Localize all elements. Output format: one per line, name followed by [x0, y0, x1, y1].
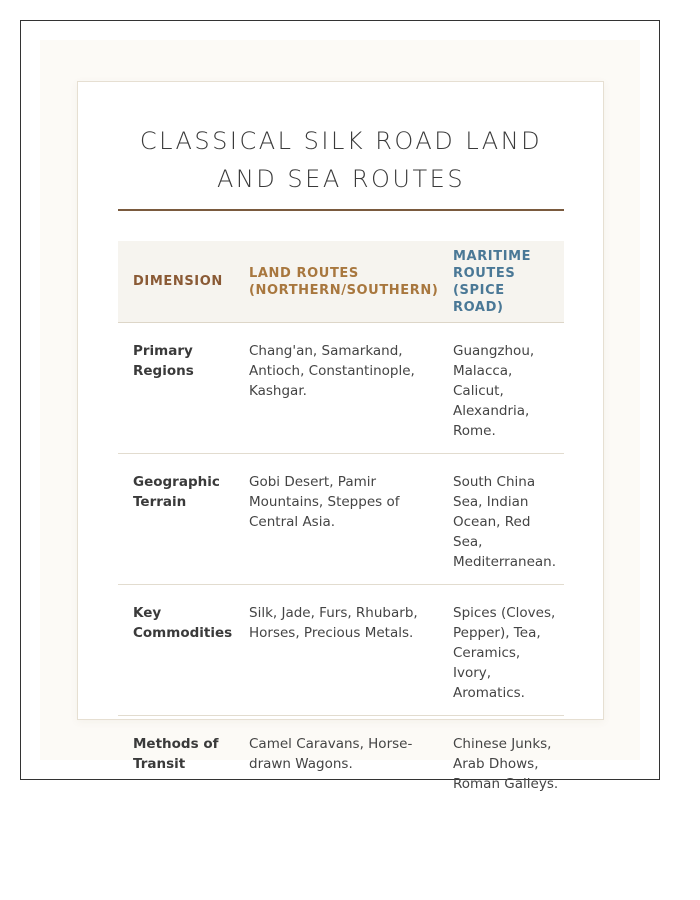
header-dimension: DIMENSION [133, 274, 223, 289]
row-maritime-value: Guangzhou, Malacca, Calicut, Alexandria, Rome. [453, 343, 535, 439]
table-row [118, 323, 564, 454]
table-row [118, 454, 564, 585]
routes-table [118, 241, 564, 846]
page-title: CLASSICAL SILK ROAD LAND AND SEA ROUTES [139, 127, 543, 193]
row-land-value: Silk, Jade, Furs, Rhubarb, Horses, Precious Metals. [249, 605, 418, 641]
row-dimension: Methods of Transit [133, 736, 219, 772]
row-dimension: Geographic Terrain [133, 474, 220, 510]
header-land-routes: LAND ROUTES (NORTHERN/SOUTHERN) [249, 265, 439, 298]
title-divider [118, 209, 564, 211]
table-row [118, 585, 564, 716]
row-dimension: Primary Regions [133, 343, 194, 379]
row-maritime-value: Chinese Junks, Arab Dhows, Roman Galleys. [453, 736, 559, 792]
row-land-value: Gobi Desert, Pamir Mountains, Steppes of Central Asia. [249, 474, 400, 530]
row-land-value: Camel Caravans, Horse-drawn Wagons. [249, 736, 413, 772]
table-row [118, 716, 564, 846]
row-land-value: Chang'an, Samarkand, Antioch, Constantinople, Kashgar. [249, 343, 415, 399]
table-header-row [118, 241, 564, 323]
row-maritime-value: South China Sea, Indian Ocean, Red Sea, Mediterranean. [453, 474, 556, 570]
row-maritime-value: Spices (Cloves, Pepper), Tea, Ceramics, Ivory, Aromatics. [453, 605, 556, 701]
header-maritime-routes: MARITIME ROUTES (SPICE ROAD) [453, 248, 532, 315]
row-dimension: Key Commodities [133, 605, 233, 641]
